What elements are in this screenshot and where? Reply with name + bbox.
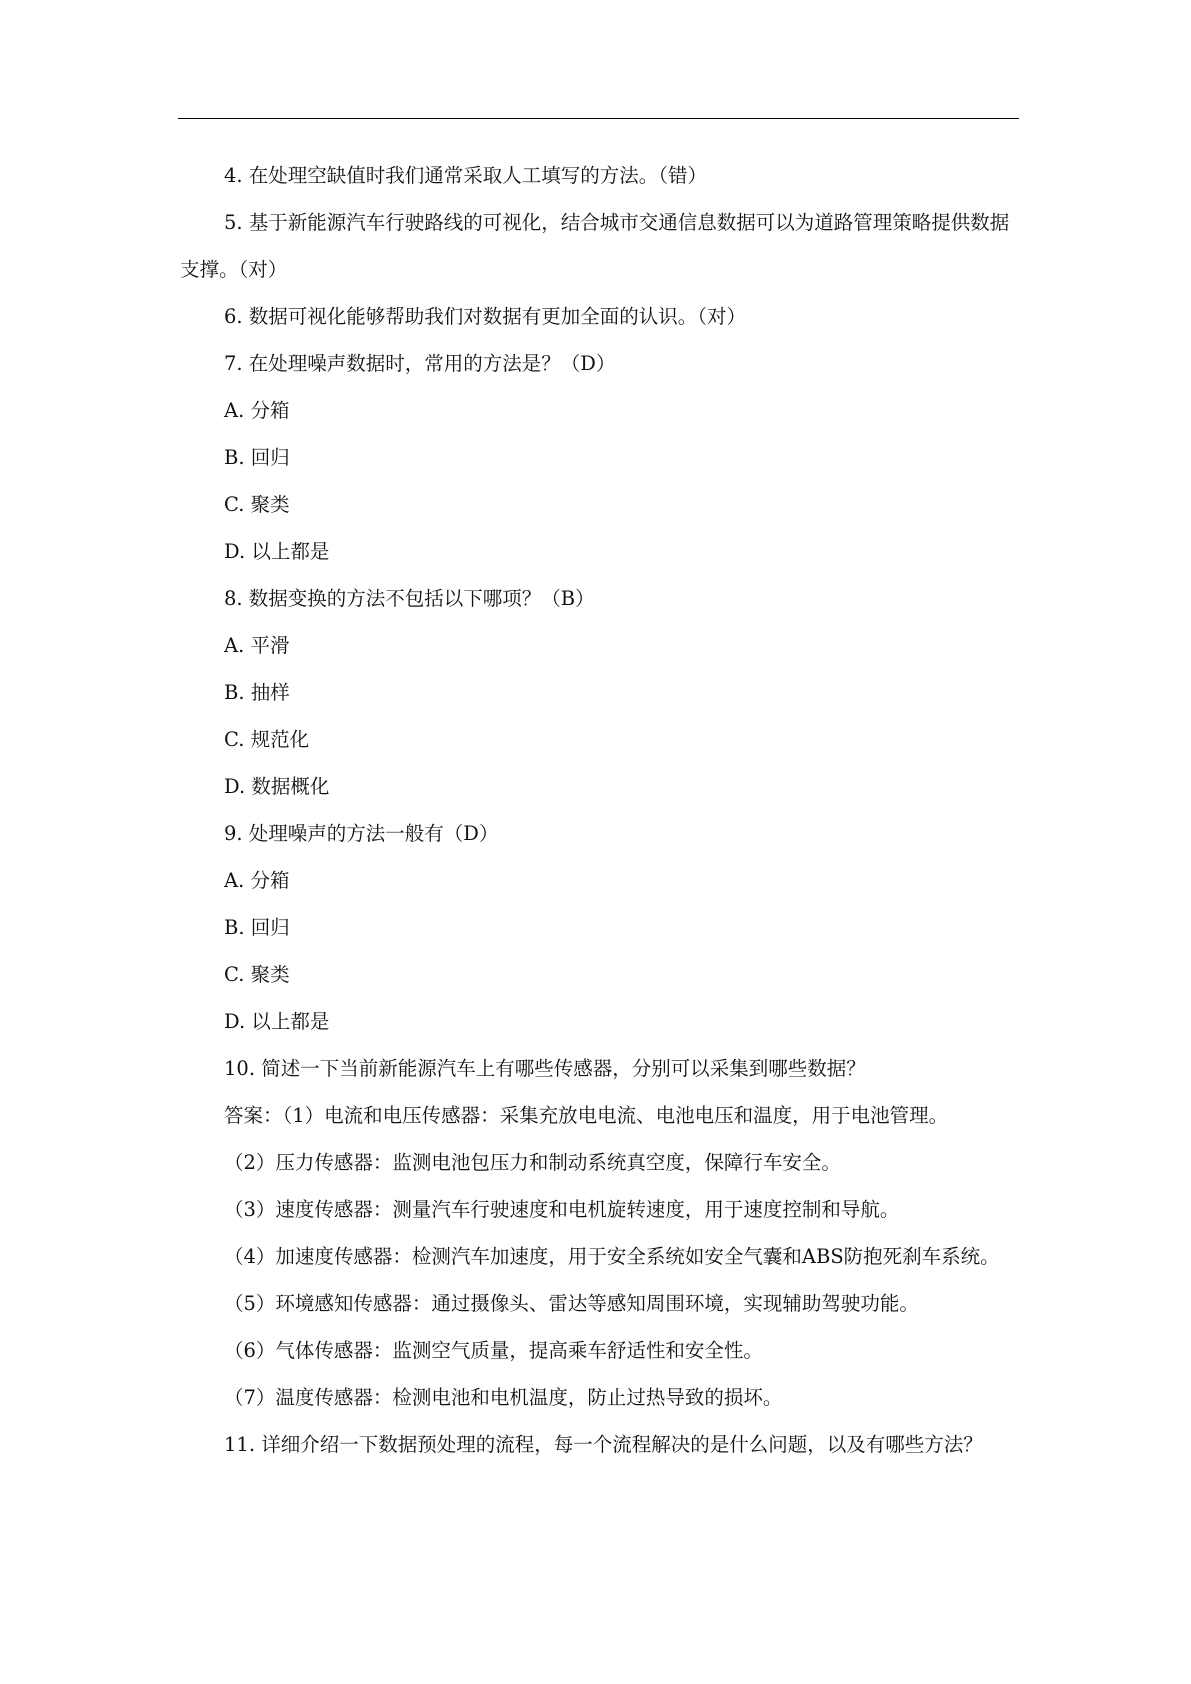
q7-option-a: A. 分箱 <box>224 399 290 422</box>
q8-option-d: D. 数据概化 <box>224 775 330 798</box>
question-9: 9. 处理噪声的方法一般有（D） <box>224 822 499 845</box>
question-11: 11. 详细介绍一下数据预处理的流程，每一个流程解决的是什么问题，以及有哪些方法？ <box>224 1433 983 1456</box>
answer-10-item-1: 答案：（1）电流和电压传感器：采集充放电电流、电池电压和温度，用于电池管理。 <box>224 1104 949 1127</box>
answer-10-item-3: （3）速度传感器：测量汽车行驶速度和电机旋转速度，用于速度控制和导航。 <box>224 1198 900 1221</box>
q7-option-d: D. 以上都是 <box>224 540 330 563</box>
q8-option-a: A. 平滑 <box>224 634 290 657</box>
answer-10-item-6: （6）气体传感器：监测空气质量，提高乘车舒适性和安全性。 <box>224 1339 763 1362</box>
q9-option-c: C. 聚类 <box>224 963 290 986</box>
answer-10-item-2: （2）压力传感器：监测电池包压力和制动系统真空度，保障行车安全。 <box>224 1151 841 1174</box>
answer-10-item-5: （5）环境感知传感器：通过摄像头、雷达等感知周围环境，实现辅助驾驶功能。 <box>224 1292 919 1315</box>
q9-option-b: B. 回归 <box>224 916 290 939</box>
question-10: 10. 简述一下当前新能源汽车上有哪些传感器，分别可以采集到哪些数据？ <box>224 1057 866 1080</box>
q8-option-b: B. 抽样 <box>224 681 290 704</box>
q9-option-a: A. 分箱 <box>224 869 290 892</box>
q9-option-d: D. 以上都是 <box>224 1010 330 1033</box>
q7-option-c: C. 聚类 <box>224 493 290 516</box>
question-5: 5. 基于新能源汽车行驶路线的可视化，结合城市交通信息数据可以为道路管理策略提供数据支撑。（对） <box>180 211 1010 281</box>
question-8: 8. 数据变换的方法不包括以下哪项？（B） <box>224 587 595 610</box>
question-7: 7. 在处理噪声数据时，常用的方法是？（D） <box>224 352 616 375</box>
header-rule <box>178 118 1019 119</box>
answer-10-item-7: （7）温度传感器：检测电池和电机温度，防止过热导致的损坏。 <box>224 1386 783 1409</box>
question-4: 4. 在处理空缺值时我们通常采取人工填写的方法。（错） <box>224 164 708 187</box>
answer-10-item-4: （4）加速度传感器：检测汽车加速度，用于安全系统如安全气囊和ABS防抱死刹车系统。 <box>224 1245 1000 1268</box>
document-body <box>180 152 1018 1468</box>
question-6: 6. 数据可视化能够帮助我们对数据有更加全面的认识。（对） <box>224 305 747 328</box>
q7-option-b: B. 回归 <box>224 446 290 469</box>
q8-option-c: C. 规范化 <box>224 728 310 751</box>
